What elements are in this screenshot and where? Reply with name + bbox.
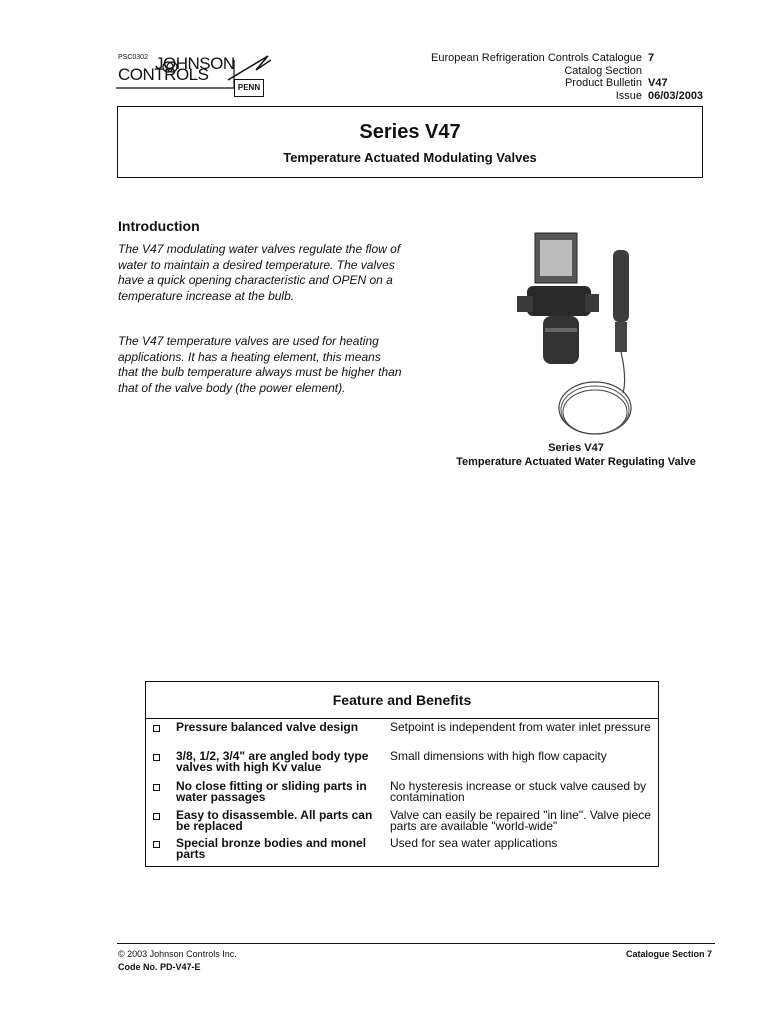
catalog-meta (380, 52, 703, 102)
benefit-text: No hysteresis increase or stuck valve caused by contamination (390, 779, 647, 804)
intro-paragraph-1: The V47 modulating water valves regulate the flow of water to maintain a desired temperature. The valves have a quick opening characteristic and OPEN on a temperature increase at the bulb. (118, 242, 401, 303)
valve-product-image (515, 228, 655, 438)
intro-paragraph-2: The V47 temperature valves are used for heating applications. It has a heating element, this means that the bulb temperature always must be higher than that of the valve body (the power element). (118, 334, 402, 395)
meta-value: 06/03/2003 (648, 89, 704, 102)
page-title: Series V47 (359, 121, 461, 143)
benefit-text: Setpoint is independent from water inlet pressure (390, 720, 651, 734)
benefit-text: Used for sea water applications (390, 836, 558, 850)
intro-heading: Introduction (118, 218, 200, 234)
meta-label: Product Bulletin (564, 77, 642, 89)
title-box (117, 106, 703, 178)
checkbox-bullet-icon (153, 841, 160, 848)
footer-section: Catalogue Section 7 (625, 949, 712, 959)
document-code: PSC0302 (118, 54, 148, 61)
features-heading: Feature and Benefits (146, 682, 658, 719)
meta-label: Catalog Section (564, 64, 642, 77)
footer-divider (117, 943, 715, 944)
page-subtitle: Temperature Actuated Modulating Valves (283, 150, 537, 165)
feature-text: Easy to disassemble. All parts can be replaced (176, 808, 373, 833)
checkbox-bullet-icon (153, 754, 160, 761)
checkbox-bullet-icon (153, 784, 160, 791)
penn-badge: PENN (234, 79, 264, 97)
footer-copyright: © 2003 Johnson Controls Inc. (118, 949, 237, 959)
footer-code: Code No. PD-V47-E (118, 962, 201, 972)
feature-text: Special bronze bodies and monel parts (176, 836, 367, 861)
figure-caption-title: Series V47 (548, 442, 604, 454)
feature-text: 3/8, 1/2, 3/4" are angled body type valves with high Kv value (176, 749, 369, 774)
figure-caption-subtitle: Temperature Actuated Water Regulating Valve (456, 456, 696, 468)
logo-text-controls: CONTROLS (118, 65, 209, 84)
feature-text: No close fitting or sliding parts in water passages (176, 779, 367, 804)
meta-label: European Refrigeration Controls Catalogue (431, 52, 642, 64)
benefit-text: Small dimensions with high flow capacity (390, 749, 607, 763)
features-table (145, 681, 659, 867)
meta-value: V47 (648, 77, 668, 89)
meta-label: Issue (615, 89, 642, 102)
feature-text: Pressure balanced valve design (176, 720, 359, 734)
meta-value: 7 (648, 52, 655, 64)
checkbox-bullet-icon (153, 813, 160, 820)
benefit-text: Valve can easily be repaired "in line". Valve piece parts are available "world-wide" (390, 808, 651, 833)
logo-text-johnson: JOHNSON (155, 54, 235, 73)
checkbox-bullet-icon (153, 725, 160, 732)
